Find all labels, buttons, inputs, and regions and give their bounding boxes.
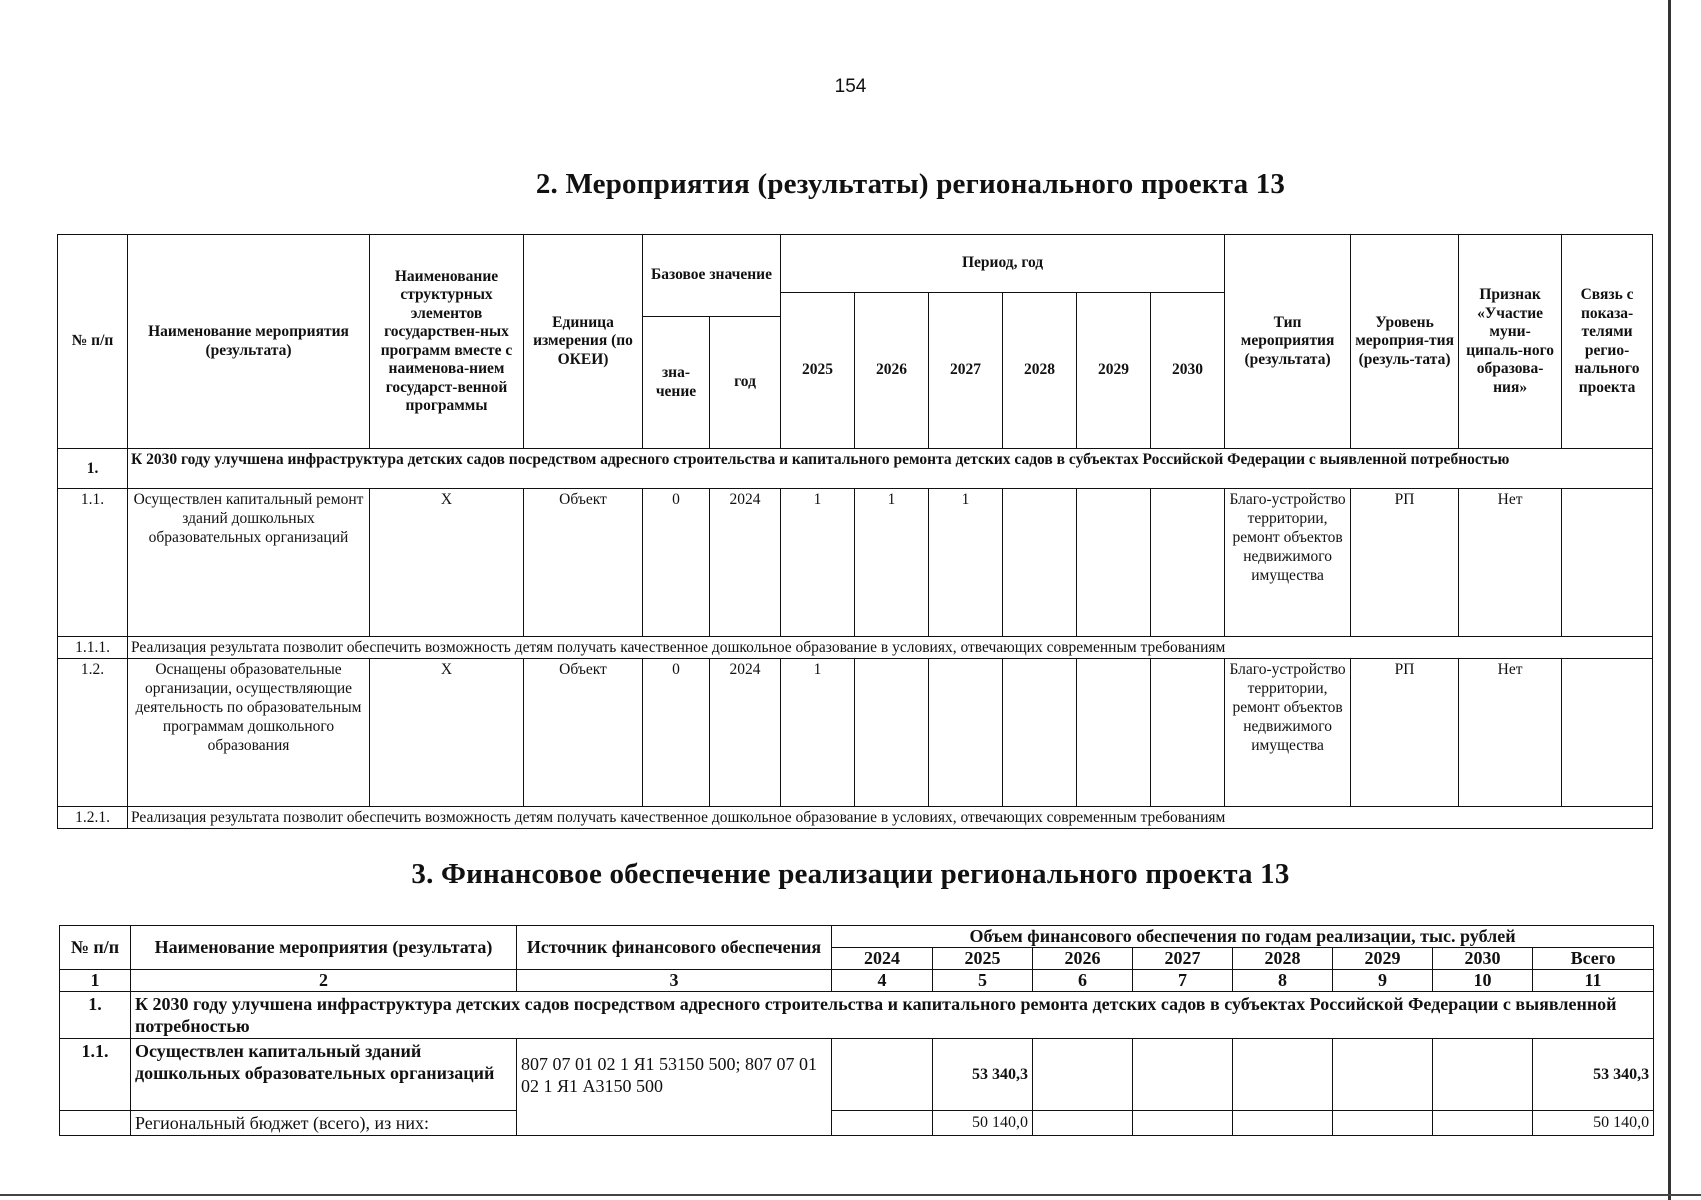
year-cell: [1003, 659, 1077, 807]
level-cell: РП: [1351, 659, 1459, 807]
header-year: 2028: [1003, 293, 1077, 449]
link-cell: [1562, 659, 1653, 807]
section3-title: 3. Финансовое обеспечение реализации регионального проекта 13: [411, 858, 1290, 890]
base-year-cell: 2024: [710, 489, 781, 637]
header-municipal: Признак «Участие муни-ципаль-ного образова-ния»: [1459, 235, 1562, 449]
goal-text: К 2030 году улучшена инфраструктура детских садов посредством адресного строительства и капитального ремонта детских садов в субъектах Российской Федерации с выявленной потребностью: [128, 449, 1653, 489]
scan-edge-bottom: [0, 1194, 1701, 1196]
col-number: 3: [517, 970, 832, 992]
year-cell: 1: [855, 489, 929, 637]
fin-header-year: 2026: [1033, 948, 1133, 970]
header-year: 2029: [1077, 293, 1151, 449]
structural-cell: X: [370, 489, 524, 637]
amount-cell: [832, 1111, 933, 1136]
table-row: [58, 449, 1653, 489]
fin-header-year: 2028: [1233, 948, 1333, 970]
page-number: 154: [834, 76, 867, 97]
table-row: [58, 659, 1653, 807]
fin-header-year: 2030: [1433, 948, 1533, 970]
row-num: 1.: [60, 992, 131, 1039]
result-description: Реализация результата позволит обеспечить возможность детям получать качественное дошкольное образование в условиях, отвечающих современным требованиям: [128, 807, 1653, 829]
row-num: 1.1.: [60, 1039, 131, 1111]
municipal-cell: Нет: [1459, 659, 1562, 807]
year-cell: [855, 659, 929, 807]
structural-cell: X: [370, 659, 524, 807]
base-year-cell: 2024: [710, 659, 781, 807]
fin-header-year: 2027: [1133, 948, 1233, 970]
col-number: 8: [1233, 970, 1333, 992]
amount-cell: [1433, 1111, 1533, 1136]
col-number: 10: [1433, 970, 1533, 992]
header-year: 2025: [781, 293, 855, 449]
type-cell: Благо-устройство территории, ремонт объектов недвижимого имущества: [1225, 659, 1351, 807]
year-cell: [1077, 489, 1151, 637]
scan-edge: [1668, 0, 1671, 1200]
amount-cell: 53 340,3: [933, 1039, 1033, 1111]
unit-cell: Объект: [524, 489, 643, 637]
col-number: 4: [832, 970, 933, 992]
amount-cell: [1133, 1111, 1233, 1136]
activity-name: Осуществлен капитальный ремонт зданий дошкольных образовательных организаций: [128, 489, 370, 637]
amount-cell: [1333, 1111, 1433, 1136]
fin-header-year: 2029: [1333, 948, 1433, 970]
amount-cell: [1033, 1111, 1133, 1136]
amount-cell: [1433, 1039, 1533, 1111]
activity-name: Осуществлен капитальный зданий дошкольных образовательных организаций: [131, 1039, 517, 1111]
year-cell: 1: [929, 489, 1003, 637]
fin-header-year: 2024: [832, 948, 933, 970]
amount-cell: 50 140,0: [933, 1111, 1033, 1136]
budget-label: Региональный бюджет (всего), из них:: [131, 1111, 517, 1136]
base-value-cell: 0: [643, 659, 710, 807]
financing-table: [59, 925, 1654, 1136]
amount-cell: [1033, 1039, 1133, 1111]
header-base-value: зна-чение: [643, 317, 710, 449]
header-period: Период, год: [781, 235, 1225, 293]
table-row: [60, 1039, 1654, 1111]
header-level: Уровень мероприя-тия (резуль-тата): [1351, 235, 1459, 449]
amount-cell: [1233, 1111, 1333, 1136]
header-num: № п/п: [58, 235, 128, 449]
activity-name: Оснащены образовательные организации, осуществляющие деятельность по образовательным программам дошкольного образования: [128, 659, 370, 807]
funding-source: 807 07 01 02 1 Я1 53150 500; 807 07 01 02 1 Я1 А3150 500: [517, 1039, 832, 1136]
year-cell: [1003, 489, 1077, 637]
year-cell: 1: [781, 489, 855, 637]
header-year: 2027: [929, 293, 1003, 449]
fin-header-num: № п/п: [60, 926, 131, 970]
row-num: [60, 1111, 131, 1136]
row-num: 1.: [58, 449, 128, 489]
col-number: 2: [131, 970, 517, 992]
amount-cell: [1333, 1039, 1433, 1111]
result-description: Реализация результата позволит обеспечить возможность детям получать качественное дошкольное образование в условиях, отвечающих современным требованиям: [128, 637, 1653, 659]
year-cell: [1151, 489, 1225, 637]
col-number: 1: [60, 970, 131, 992]
row-num: 1.2.1.: [58, 807, 128, 829]
amount-cell: [832, 1039, 933, 1111]
col-number: 7: [1133, 970, 1233, 992]
activities-table: [57, 234, 1653, 829]
amount-cell: [1233, 1039, 1333, 1111]
header-structural: Наименование структурных элементов государствен-ных программ вместе с наименова-нием государст-венной программы: [370, 235, 524, 449]
header-unit: Единица измерения (по ОКЕИ): [524, 235, 643, 449]
row-num: 1.2.: [58, 659, 128, 807]
fin-header-total: Всего: [1533, 948, 1654, 970]
col-number: 6: [1033, 970, 1133, 992]
fin-header-source: Источник финансового обеспечения: [517, 926, 832, 970]
level-cell: РП: [1351, 489, 1459, 637]
amount-cell: [1133, 1039, 1233, 1111]
base-value-cell: 0: [643, 489, 710, 637]
table-row: [60, 992, 1654, 1039]
year-cell: [1077, 659, 1151, 807]
table-row: [58, 637, 1653, 659]
col-number: 11: [1533, 970, 1654, 992]
header-base: Базовое значение: [643, 235, 781, 317]
year-cell: [929, 659, 1003, 807]
col-number: 5: [933, 970, 1033, 992]
header-year: 2026: [855, 293, 929, 449]
header-base-year: год: [710, 317, 781, 449]
table-row: [58, 807, 1653, 829]
section2-title: 2. Мероприятия (результаты) регионального проекта 13: [535, 168, 1286, 200]
link-cell: [1562, 489, 1653, 637]
total-cell: 53 340,3: [1533, 1039, 1654, 1111]
fin-header-name: Наименование мероприятия (результата): [131, 926, 517, 970]
row-num: 1.1.: [58, 489, 128, 637]
header-link: Связь с показа-телями регио-нального проекта: [1562, 235, 1653, 449]
header-name: Наименование мероприятия (результата): [128, 235, 370, 449]
col-number: 9: [1333, 970, 1433, 992]
year-cell: 1: [781, 659, 855, 807]
table-row: [60, 1111, 1654, 1136]
type-cell: Благо-устройство территории, ремонт объектов недвижимого имущества: [1225, 489, 1351, 637]
row-num: 1.1.1.: [58, 637, 128, 659]
fin-header-year: 2025: [933, 948, 1033, 970]
header-year: 2030: [1151, 293, 1225, 449]
year-cell: [1151, 659, 1225, 807]
municipal-cell: Нет: [1459, 489, 1562, 637]
table-row: [58, 489, 1653, 637]
goal-text: К 2030 году улучшена инфраструктура детских садов посредством адресного строительства и капитального ремонта детских садов в субъектах Российской Федерации с выявленной потребностью: [131, 992, 1654, 1039]
total-cell: 50 140,0: [1533, 1111, 1654, 1136]
unit-cell: Объект: [524, 659, 643, 807]
fin-header-volume: Объем финансового обеспечения по годам реализации, тыс. рублей: [832, 926, 1654, 948]
header-type: Тип мероприятия (результата): [1225, 235, 1351, 449]
